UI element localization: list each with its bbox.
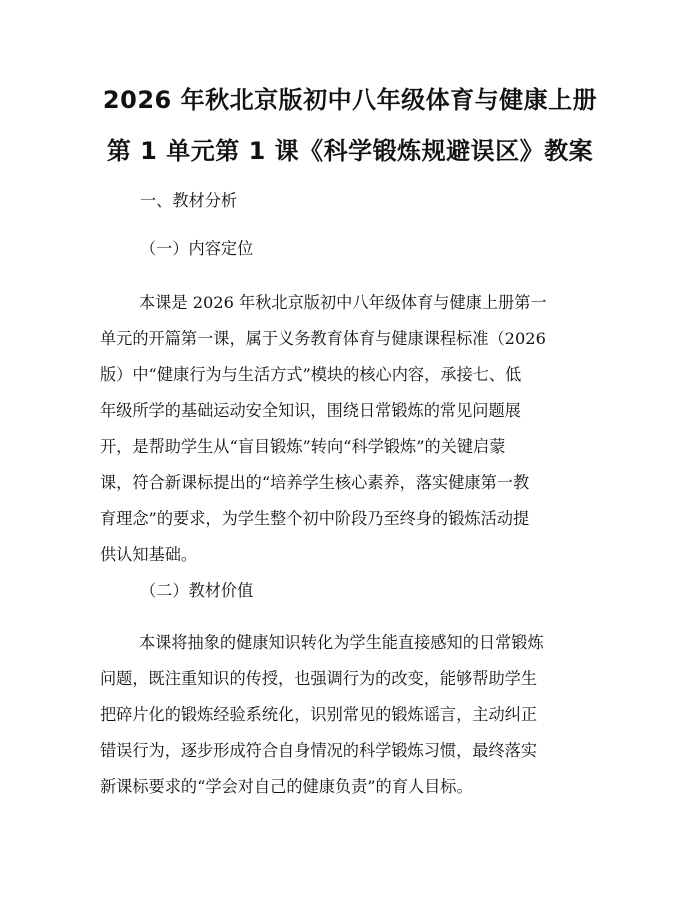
paragraph-textbook-value	[100, 625, 600, 805]
paragraph-line: 单元的开篇第一课，属于义务教育体育与健康课程标准（2026	[100, 329, 546, 348]
subsection-heading-textbook-value: （二）教材价值	[140, 581, 254, 600]
paragraph-line: 育理念”的要求，为学生整个初中阶段乃至终身的锻炼活动提	[100, 509, 530, 528]
section-heading-textbook-analysis: 一、教材分析	[140, 191, 238, 210]
subsection-heading-content-positioning: （一）内容定位	[140, 239, 254, 258]
document-title-line-2: 第 1 单元第 1 课《科学锻炼规避误区》教案	[106, 137, 594, 165]
paragraph-line: 本课将抽象的健康知识转化为学生能直接感知的日常锻炼	[139, 633, 544, 652]
paragraph-line: 版）中“健康行为与生活方式”模块的核心内容，承接七、低	[100, 365, 522, 384]
paragraph-line: 把碎片化的锻炼经验系统化，识别常见的锻炼谣言，主动纠正	[100, 705, 538, 724]
paragraph-line: 开，是帮助学生从“盲目锻炼”转向“科学锻炼”的关键启蒙	[100, 437, 506, 456]
paragraph-line: 课，符合新课标提出的“培养学生核心素养，落实健康第一教	[100, 473, 530, 492]
paragraph-line: 供认知基础。	[100, 545, 198, 564]
paragraph-content-positioning	[100, 285, 600, 573]
paragraph-line: 错误行为，逐步形成符合自身情况的科学锻炼习惯，最终落实	[100, 741, 538, 760]
paragraph-line: 年级所学的基础运动安全知识，围绕日常锻炼的常见问题展	[100, 401, 521, 420]
paragraph-line: 本课是 2026 年秋北京版初中八年级体育与健康上册第一	[139, 293, 547, 312]
document-title-line-1: 2026 年秋北京版初中八年级体育与健康上册	[102, 86, 598, 114]
paragraph-line: 问题，既注重知识的传授，也强调行为的改变，能够帮助学生	[100, 669, 538, 688]
paragraph-line: 新课标要求的“学会对自己的健康负责”的育人目标。	[100, 777, 473, 796]
